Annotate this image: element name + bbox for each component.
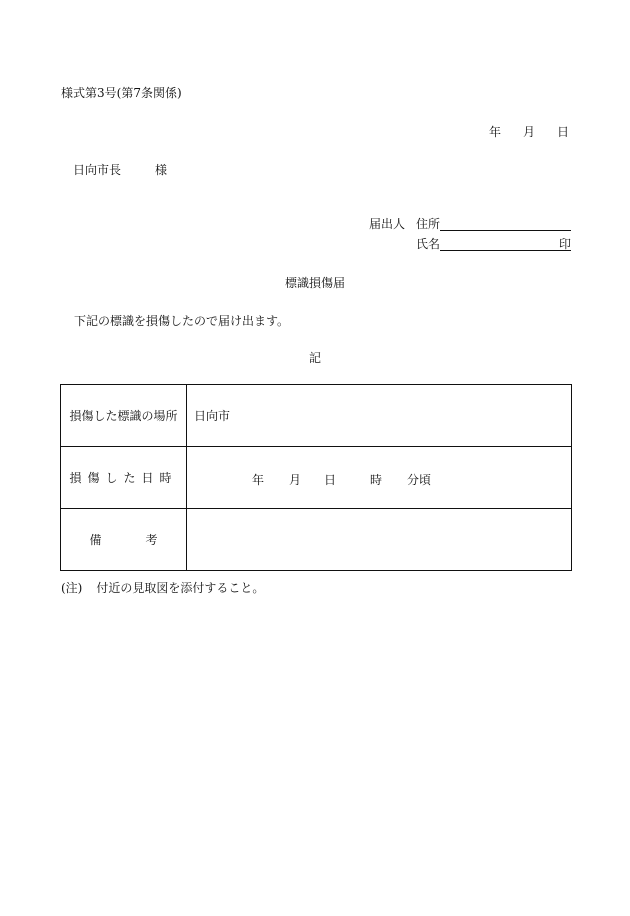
datetime-label: 損傷した日時 [69, 471, 178, 485]
notifier-name-row [369, 237, 571, 254]
datetime-year-label: 年 [252, 472, 265, 487]
ki-label: 記 [308, 351, 321, 365]
address-label: 住所 [416, 217, 441, 231]
remarks-value[interactable] [187, 509, 572, 571]
date-month-label: 月 [522, 125, 535, 139]
datetime-day-label: 日 [324, 472, 337, 487]
datetime-label-cell [61, 447, 187, 509]
footnote-prefix: (注) [61, 581, 83, 595]
remarks-row [61, 509, 572, 571]
name-label: 氏名 [416, 237, 441, 251]
seal-mark: 印 [558, 237, 571, 251]
footnote [61, 579, 264, 596]
notifier-block [369, 217, 571, 254]
intro-text: 下記の標識を損傷したので届け出ます。 [74, 314, 290, 328]
details-table [60, 384, 572, 571]
remarks-label-1: 備 [89, 533, 102, 547]
form-number: 様式第3号(第7条関係) [61, 86, 182, 100]
location-label: 損傷した標識の場所 [61, 385, 187, 447]
remarks-label-2: 考 [145, 533, 158, 547]
datetime-row [61, 447, 572, 509]
name-field[interactable] [440, 237, 571, 251]
addressee [73, 161, 167, 178]
addressee-title: 日向市長 [73, 163, 122, 177]
document-title: 標識損傷届 [284, 276, 345, 290]
remarks-label-cell [61, 509, 187, 571]
notifier-address-row [369, 217, 571, 234]
addressee-honorific: 様 [155, 163, 168, 177]
location-value[interactable]: 日向市 [187, 385, 572, 447]
submission-date [489, 123, 569, 140]
datetime-minute-label: 分頃 [407, 472, 432, 487]
address-field[interactable] [440, 217, 571, 231]
date-year-label: 年 [488, 125, 501, 139]
datetime-value[interactable] [187, 447, 572, 509]
notifier-role: 届出人 [369, 217, 406, 231]
datetime-hour-label: 時 [370, 472, 383, 487]
location-row [61, 385, 572, 447]
datetime-month-label: 月 [289, 472, 302, 487]
footnote-text: 付近の見取図を添付すること。 [96, 581, 265, 595]
date-day-label: 日 [556, 125, 569, 139]
